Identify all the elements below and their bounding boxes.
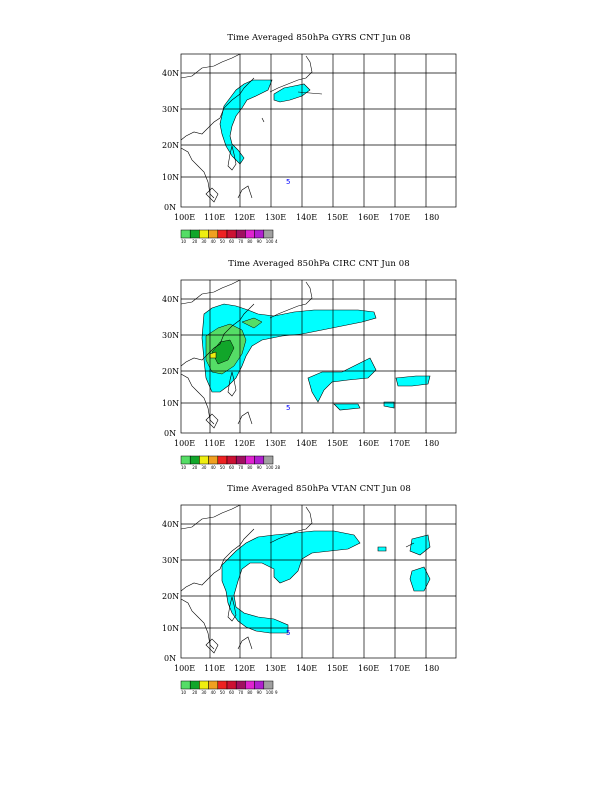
- colorbar-label: 9: [275, 690, 278, 695]
- panel-3-cyan-field: [222, 531, 430, 633]
- lon-label: 130E: [265, 439, 287, 448]
- lat-label: 30N: [162, 105, 180, 114]
- anomaly-region: [334, 404, 360, 410]
- panel-3-map: [162, 499, 462, 699]
- colorbar-label: 70: [238, 465, 244, 470]
- lon-label: 160E: [358, 664, 380, 673]
- panel-1-colorbar: [181, 230, 278, 244]
- panel-1-title: Time Averaged 850hPa GYRS CNT Jun 08: [227, 33, 411, 43]
- station-marker: 5: [286, 404, 291, 412]
- lon-label: 120E: [234, 439, 256, 448]
- colorbar-label: 4: [275, 239, 278, 244]
- colorbar-label: 10: [181, 690, 187, 695]
- colorbar-label: 20: [192, 465, 198, 470]
- colorbar-label: 90: [256, 465, 262, 470]
- lon-label: 110E: [204, 439, 226, 448]
- colorbar-swatch: [199, 681, 208, 689]
- lat-label: 10N: [162, 173, 180, 182]
- colorbar-swatch: [236, 456, 245, 464]
- colorbar-label: 80: [247, 690, 253, 695]
- panel-1-coastlines: [181, 54, 322, 202]
- lon-label: 180: [424, 664, 440, 673]
- panel-3-lat-labels: [162, 520, 179, 663]
- colorbar-label: 40: [210, 465, 216, 470]
- colorbar-swatch: [227, 681, 236, 689]
- lat-label: 0N: [164, 654, 177, 663]
- colorbar-label: 50: [219, 690, 225, 695]
- colorbar-swatch: [209, 230, 218, 238]
- colorbar-swatch: [209, 456, 218, 464]
- anomaly-region: [410, 535, 430, 555]
- lat-label: 30N: [162, 556, 180, 565]
- colorbar-label: 30: [201, 239, 207, 244]
- lat-label: 40N: [162, 69, 180, 78]
- lat-label: 10N: [162, 399, 180, 408]
- panel-3-title: Time Averaged 850hPa VTAN CNT Jun 08: [227, 484, 411, 494]
- colorbar-swatch: [264, 456, 273, 464]
- colorbar-label: 10: [181, 465, 187, 470]
- colorbar-label: 70: [238, 690, 244, 695]
- lon-label: 120E: [234, 664, 256, 673]
- panel-2-map: [162, 274, 462, 474]
- colorbar-label: 100: [265, 465, 274, 470]
- colorbar-label: 30: [201, 690, 207, 695]
- colorbar-label: 50: [219, 465, 225, 470]
- station-marker: 5: [286, 629, 291, 637]
- lat-label: 30N: [162, 331, 180, 340]
- lon-label: 150E: [327, 664, 349, 673]
- colorbar-swatch: [245, 230, 254, 238]
- colorbar-label: 80: [247, 239, 253, 244]
- lon-label: 110E: [204, 664, 226, 673]
- colorbar-swatch: [255, 681, 264, 689]
- colorbar-label: 20: [192, 239, 198, 244]
- colorbar-swatch: [245, 456, 254, 464]
- lat-label: 40N: [162, 295, 180, 304]
- lon-label: 110E: [204, 213, 226, 222]
- anomaly-region: [274, 84, 310, 102]
- lon-label: 150E: [327, 439, 349, 448]
- colorbar-swatch: [264, 230, 273, 238]
- station-marker: 5: [286, 178, 291, 186]
- panel-1-map: [162, 48, 462, 248]
- panel-3-colorbar: [181, 681, 278, 695]
- colorbar-label: 90: [256, 690, 262, 695]
- colorbar-label: 20: [192, 690, 198, 695]
- lon-label: 130E: [265, 664, 287, 673]
- colorbar-label: 100: [265, 239, 274, 244]
- colorbar-label: 60: [229, 690, 235, 695]
- colorbar-swatch: [199, 230, 208, 238]
- lat-label: 20N: [162, 592, 180, 601]
- lon-label: 160E: [358, 439, 380, 448]
- lon-label: 100E: [174, 439, 196, 448]
- anomaly-region: [220, 80, 272, 164]
- colorbar-swatch: [209, 681, 218, 689]
- colorbar-swatch: [236, 681, 245, 689]
- colorbar-swatch: [227, 456, 236, 464]
- colorbar-swatch: [245, 681, 254, 689]
- lon-label: 180: [424, 439, 440, 448]
- panel-1-lon-labels: [174, 213, 439, 222]
- lat-label: 0N: [164, 203, 177, 212]
- lat-label: 20N: [162, 367, 180, 376]
- lon-label: 170E: [389, 213, 411, 222]
- colorbar-label: 40: [210, 239, 216, 244]
- panel-2-colorbar: [181, 456, 281, 470]
- colorbar-swatch: [181, 230, 190, 238]
- colorbar-swatch: [264, 681, 273, 689]
- panel-2-lon-labels: [174, 439, 439, 448]
- panel-3-lon-labels: [174, 664, 439, 673]
- anomaly-region: [222, 531, 360, 633]
- colorbar-swatch: [190, 456, 199, 464]
- lon-label: 150E: [327, 213, 349, 222]
- panel-2-lat-labels: [162, 295, 179, 438]
- colorbar-label: 50: [219, 239, 225, 244]
- colorbar-swatch: [218, 681, 227, 689]
- colorbar-swatch: [236, 230, 245, 238]
- lon-label: 130E: [265, 213, 287, 222]
- colorbar-swatch: [190, 681, 199, 689]
- colorbar-label: 60: [229, 465, 235, 470]
- colorbar-label: 90: [256, 239, 262, 244]
- colorbar-label: 80: [247, 465, 253, 470]
- lon-label: 100E: [174, 213, 196, 222]
- lon-label: 170E: [389, 664, 411, 673]
- colorbar-swatch: [255, 230, 264, 238]
- anomaly-region: [396, 376, 430, 386]
- colorbar-swatch: [255, 456, 264, 464]
- colorbar-label: 40: [210, 690, 216, 695]
- colorbar-label: 30: [201, 465, 207, 470]
- colorbar-swatch: [190, 230, 199, 238]
- colorbar-swatch: [218, 456, 227, 464]
- colorbar-swatch: [218, 230, 227, 238]
- lon-label: 160E: [358, 213, 380, 222]
- panel-2-title: Time Averaged 850hPa CIRC CNT Jun 08: [228, 259, 410, 269]
- colorbar-label: 100: [265, 690, 274, 695]
- colorbar-label: 70: [238, 239, 244, 244]
- colorbar-swatch: [181, 456, 190, 464]
- colorbar-swatch: [181, 681, 190, 689]
- colorbar-label: 10: [181, 239, 187, 244]
- colorbar-swatch: [199, 456, 208, 464]
- lon-label: 140E: [296, 213, 318, 222]
- lat-label: 0N: [164, 429, 177, 438]
- lat-label: 20N: [162, 141, 180, 150]
- lat-label: 40N: [162, 520, 180, 529]
- lat-label: 10N: [162, 624, 180, 633]
- lon-label: 140E: [296, 439, 318, 448]
- panel-3-coastlines: [181, 505, 414, 653]
- lon-label: 100E: [174, 664, 196, 673]
- anomaly-region: [308, 358, 376, 402]
- colorbar-swatch: [227, 230, 236, 238]
- anomaly-region: [378, 547, 386, 551]
- lon-label: 120E: [234, 213, 256, 222]
- anomaly-region: [410, 567, 430, 591]
- colorbar-label: 60: [229, 239, 235, 244]
- lon-label: 180: [424, 213, 440, 222]
- colorbar-label: 28: [275, 465, 281, 470]
- panel-1-lat-labels: [162, 69, 179, 212]
- lon-label: 140E: [296, 664, 318, 673]
- lon-label: 170E: [389, 439, 411, 448]
